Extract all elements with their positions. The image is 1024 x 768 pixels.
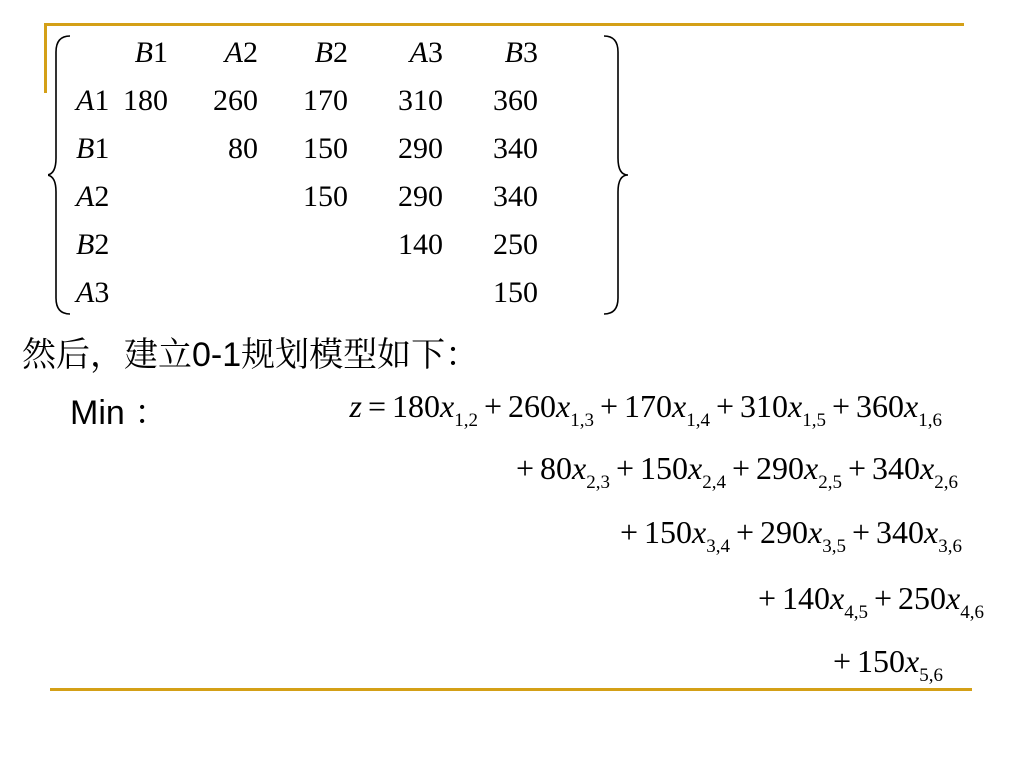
objective-term: $290x_{2,5}$ (756, 450, 842, 493)
objective-term: $150x_{3,4}$ (644, 514, 730, 557)
objective-line: + $150x_{5,6}$ (833, 643, 943, 686)
objective-term: $290x_{3,5}$ (760, 514, 846, 557)
distance-matrix (48, 30, 628, 320)
objective-term: $340x_{2,6}$ (872, 450, 958, 493)
matrix-row-label: B1 (76, 132, 110, 165)
left-rule (44, 23, 47, 93)
objective-term: $150x_{2,4}$ (640, 450, 726, 493)
objective-term: $250x_{4,6}$ (898, 580, 984, 623)
matrix-col-header: A3 (409, 36, 443, 69)
matrix-cell: 310 (398, 84, 443, 117)
matrix-cell: 150 (303, 180, 348, 213)
objective-line: + $140x_{4,5} + 250x_{4,6}$ (758, 580, 984, 623)
objective-line: $z = 180x_{1,2} + 260x_{1,3} + 170x_{1,4} + 310x_{1,5} + 360x_{1,6}$ (349, 388, 942, 431)
matrix-row-label: A2 (76, 180, 110, 213)
objective-term: $180x_{1,2}$ (392, 388, 478, 431)
matrix-cell: 150 (493, 276, 538, 309)
objective-term: $310x_{1,5}$ (740, 388, 826, 431)
objective-line: + $150x_{3,4} + 290x_{3,5} + 340x_{3,6}$ (620, 514, 962, 557)
matrix-cell: 170 (303, 84, 348, 117)
objective-line: + $80x_{2,3} + 150x_{2,4} + 290x_{2,5} + 340x_{2,6}$ (516, 450, 958, 493)
left-brace (48, 36, 70, 314)
matrix-cell: 340 (493, 180, 538, 213)
matrix-row-label: B2 (76, 228, 110, 261)
bottom-rule (50, 688, 972, 691)
objective-term: $260x_{1,3}$ (508, 388, 594, 431)
top-rule (44, 23, 964, 26)
matrix-col-header: B2 (314, 36, 348, 69)
matrix-braces (48, 30, 628, 320)
objective-term: $340x_{3,6}$ (876, 514, 962, 557)
matrix-cell: 80 (228, 132, 258, 165)
matrix-row-label: A1 (76, 84, 110, 117)
matrix-col-header: B1 (134, 36, 168, 69)
matrix-col-header: B3 (504, 36, 538, 69)
objective-lhs: z (349, 388, 362, 424)
objective-term: $150x_{5,6}$ (857, 643, 943, 686)
intro-text: 然后，建立0-1规划模型如下： (22, 335, 480, 375)
objective-term: $360x_{1,6}$ (856, 388, 942, 431)
matrix-cell: 180 (123, 84, 168, 117)
objective-term: $170x_{1,4}$ (624, 388, 710, 431)
matrix-col-header: A2 (224, 36, 258, 69)
min-label: Min ： (70, 394, 169, 432)
matrix-cell: 290 (398, 180, 443, 213)
objective-term: $80x_{2,3}$ (540, 450, 610, 493)
matrix-row-label: A3 (76, 276, 110, 309)
matrix-cell: 150 (303, 132, 348, 165)
matrix-cell: 250 (493, 228, 538, 261)
matrix-cell: 290 (398, 132, 443, 165)
matrix-cell: 340 (493, 132, 538, 165)
matrix-cell: 140 (398, 228, 443, 261)
matrix-cell: 360 (493, 84, 538, 117)
matrix-cell: 260 (213, 84, 258, 117)
right-brace (604, 36, 628, 314)
objective-term: $140x_{4,5}$ (782, 580, 868, 623)
